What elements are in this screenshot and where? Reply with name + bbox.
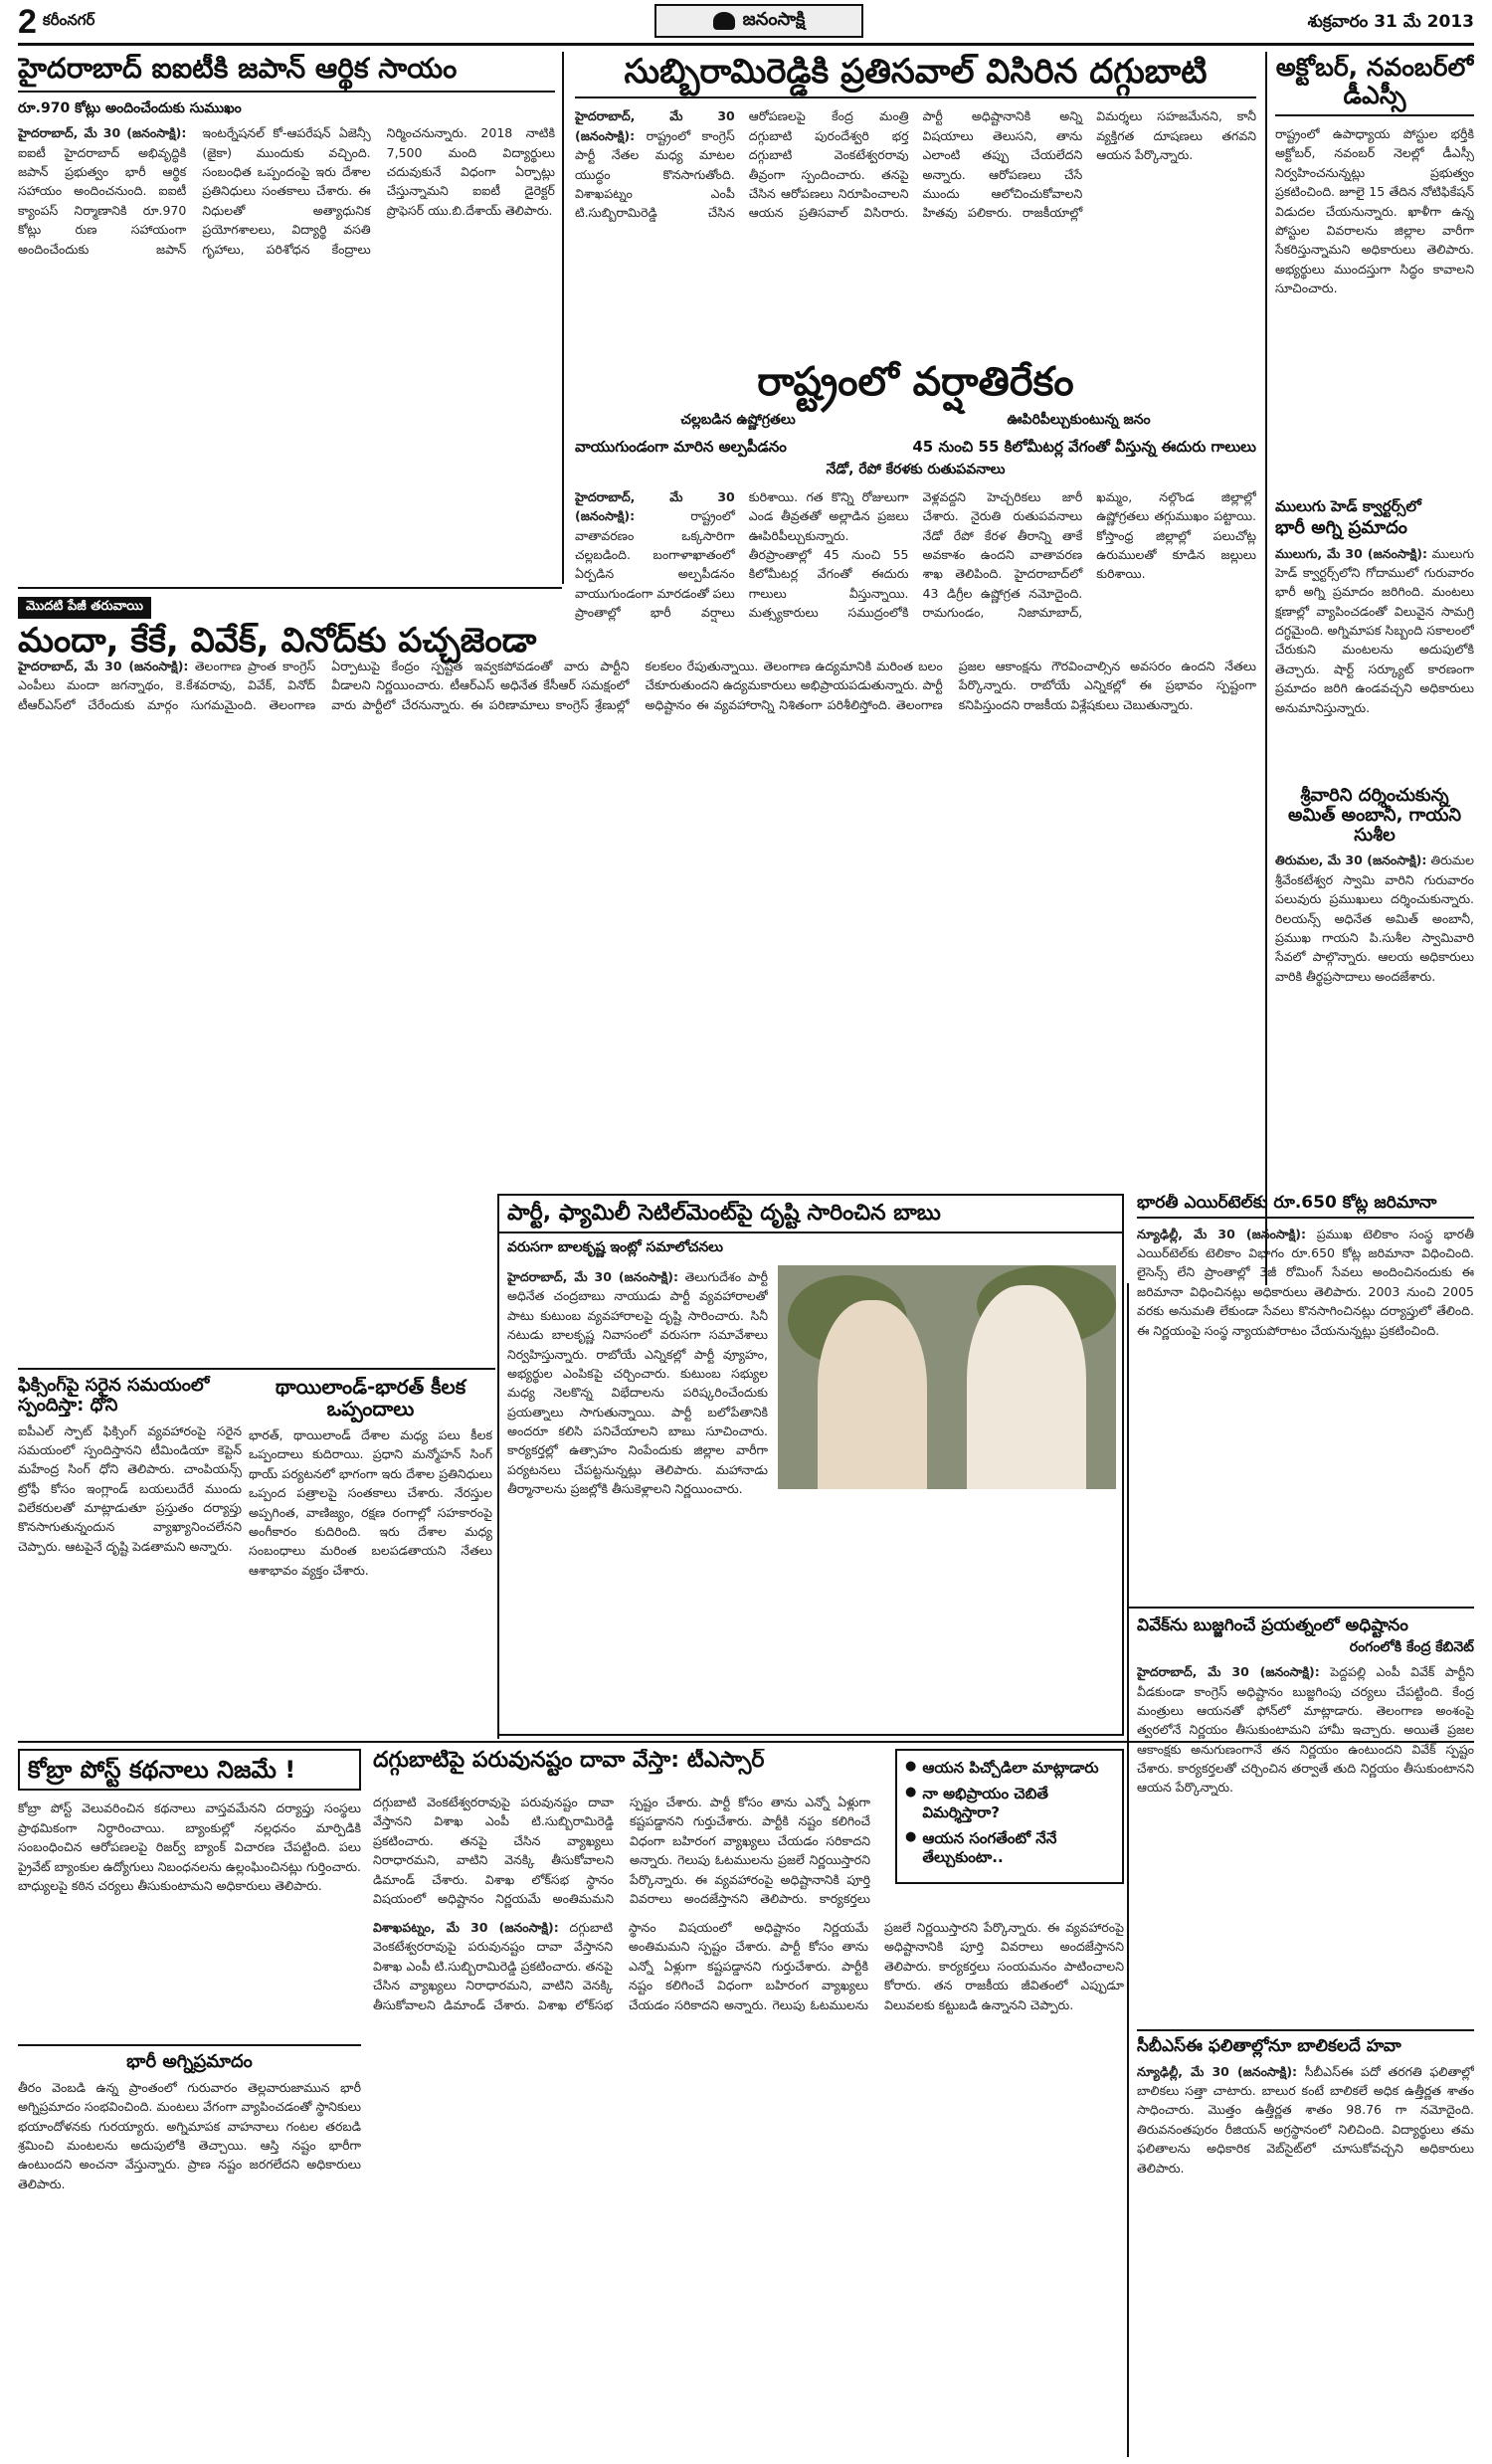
article-text: ఐఐటీ హైదరాబాద్ అభివృద్ధికి జపాన్ ప్రభుత్వం భారీ ఆర్థిక సహాయం అందించనుంది. ఐఐటీ క్యాంపస్ నిర్మాణానికి రూ.970 కోట్లు రుణ సహాయంగా అందించేందుకు జపాన్ ఇంటర్నేషనల్ కో-ఆపరేషన్ ఏజెన్సీ (జైకా) ముందుకు వచ్చింది. సంబంధిత ఒప్పందంపై ఇరు దేశాల ప్రతినిధులు సంతకాలు చేశారు. ఈ నిధులతో అత్యాధునిక ప్రయోగశాలలు, విద్యార్థి వసతి గృహాలు, పరిశోధన కేంద్రాలు నిర్మించనున్నారు. 2018 నాటికి 7,500 మంది విద్యార్థులు చదువుకునే విధంగా ఏర్పాట్లు చేస్తున్నామని ఐఐటీ డైరెక్టర్ ప్రొఫెసర్ యు.బి.దేశాయ్ తెలిపారు. <box>18 125 555 257</box>
deck2-left: వాయుగుండంగా మారిన అల్పపీడనం <box>575 437 787 456</box>
dateline: హైదరాబాద్, మే 30 (జనంసాక్షి): <box>507 1269 678 1284</box>
deck-row <box>575 412 1256 430</box>
story-cbse <box>1137 2029 1474 2452</box>
headline: కోబ్రా పోస్ట్ కథనాలు నిజమే ! <box>18 1749 361 1791</box>
dateline: హైదరాబాద్, మే 30 (జనంసాక్షి): <box>1137 1664 1320 1680</box>
story-japan-aid <box>18 54 555 581</box>
pullquote-item: ● ఆయన సంగతేంటో నేనే తేల్చుకుంటా.. <box>905 1828 1057 1866</box>
page-number: 2 <box>18 2 37 41</box>
article-text: కోబ్రా పోస్ట్ వెలువరించిన కథనాలు వాస్తవమేనని దర్యాప్తు సంస్థలు ప్రాథమికంగా నిర్ధారించాయి. బ్యాంకుల్లో నల్లధనం మార్పిడికి సంబంధించిన ఆరోపణలపై రిజర్వ్ బ్యాంక్ విచారణ చేపట్టింది. పలు ప్రైవేట్ బ్యాంకుల ఉద్యోగులు నిబంధనలను ఉల్లంఘించినట్లు గుర్తించారు. బాధ్యులపై కఠిన చర్యలు తీసుకుంటామని అధికారులు తెలిపారు. <box>18 1801 361 1893</box>
dateline: ములుగు, మే 30 (జనంసాక్షి): <box>1275 545 1427 561</box>
paper-name: జనంసాక్షి <box>742 8 806 30</box>
article-body <box>18 657 1256 716</box>
article-body <box>18 1799 361 1895</box>
story-subbirami <box>575 54 1256 352</box>
article-intro <box>373 1793 870 1912</box>
dateline: హైదరాబాద్, మే 30 (జనంసాక్షి): <box>18 659 189 673</box>
story-babu <box>497 1194 1124 1736</box>
article-body <box>18 1422 242 1557</box>
deck2-right: 45 నుంచి 55 కిలోమీటర్ల వేగంతో వీస్తున్న ఈదురు గాలులు <box>912 437 1256 456</box>
bullet-icon: ● <box>905 1828 917 1844</box>
dateline: న్యూఢిల్లీ, మే 30 (జనంసాక్షి): <box>1137 2063 1298 2079</box>
headline: సీబీఎస్‌ఈ ఫలితాల్లోనూ బాలికలదే హవా <box>1137 2029 1474 2056</box>
headline: పార్టీ, ఫ్యామిలీ సెటిల్‌మెంట్‌పై దృష్టి సారించిన బాబు <box>499 1196 1122 1233</box>
headline: థాయిలాండ్-భారత్ కీలక ఒప్పందాలు <box>275 1376 466 1421</box>
headline: హైదరాబాద్ ఐఐటీకి జపాన్ ఆర్థిక సాయం <box>18 54 555 93</box>
pullquote-item: ● నా అభిప్రాయం చెబితే విమర్శిస్తారా? <box>905 1784 1048 1821</box>
article-text: ఐపీఎల్ స్పాట్ ఫిక్సింగ్ వ్యవహారంపై సరైన సమయంలో స్పందిస్తానని టీమిండియా కెప్టెన్ మహేంద్ర సింగ్ ధోని తెలిపారు. చాంపియన్స్ ట్రోఫీ కోసం ఇంగ్లాండ్ బయలుదేరే ముందు విలేకరులతో మాట్లాడుతూ ప్రస్తుతం దర్యాప్తు కొనసాగుతున్నందున వ్యాఖ్యానించలేనని చెప్పారు. ఆటపైనే దృష్టి పెడతామని అన్నారు. <box>18 1422 242 1554</box>
dateline: విశాఖపట్నం, మే 30 (జనంసాక్షి): <box>373 1920 559 1935</box>
dateline: తిరుమల, మే 30 (జనంసాక్షి): <box>1275 853 1427 868</box>
article-body <box>1137 1225 1474 1340</box>
article-body <box>1137 2062 1474 2178</box>
article-body <box>1275 124 1474 297</box>
headline: భారతీ ఎయిర్‌టెల్‌కు రూ.650 కోట్ల జరిమానా <box>1137 1194 1474 1219</box>
story-fire <box>18 2044 361 2452</box>
article-text: రాష్ట్రంలో కాంగ్రెస్ పార్టీ నేతల మధ్య మాటల యుద్ధం కొనసాగుతోంది. విశాఖపట్నం ఎంపీ టి.సుబ్బిరామిరెడ్డి చేసిన ఆరోపణలపై కేంద్ర మంత్రి దగ్గుబాటి పురందేశ్వరి భర్త దగ్గుబాటి వెంకటేశ్వరరావు తీవ్రంగా స్పందించారు. తనపై చేసిన ఆరోపణలు నిరూపించాలని ఆయన ప్రతిసవాల్ విసిరారు. పార్టీ అధిష్టానానికి అన్ని విషయాలు తెలుసని, తాను ఎలాంటి తప్పు చేయలేదని అన్నారు. ఆరోపణలు చేసే ముందు ఆలోచించుకోవాలని హితవు పలికారు. రాజకీయాల్లో విమర్శలు సహజమేనని, కానీ వ్యక్తిగత దూషణలు తగవని ఆయన పేర్కొన్నారు. <box>575 108 1256 221</box>
pullquote-item: ● ఆయన పిచ్చోడిలా మాట్లాడారు <box>905 1759 1099 1777</box>
story-dsc <box>1275 54 1474 491</box>
column-divider <box>562 52 564 584</box>
dateline: హైదరాబాద్, మే 30 (జనంసాక్షి): <box>575 108 735 143</box>
logo-pot-icon <box>713 12 735 30</box>
headline: శ్రీవారిని దర్శించుకున్న అమిత్ అంబానీ, గాయని సుశీల <box>1287 786 1462 846</box>
article-text: ప్రముఖ టెలికాం సంస్థ భారతీ ఎయిర్‌టెల్‌కు టెలికాం విభాగం రూ.650 కోట్ల జరిమానా విధించింది. లైసెన్స్ లేని ప్రాంతాల్లో 3జీ రోమింగ్ సేవలు అందించినందుకు ఈ జరిమానా విధించినట్లు అధికారులు తెలిపారు. 2003 నుంచి 2005 వరకు అనుమతి లేకుండా సేవలు కొనసాగించినట్లు దర్యాప్తులో తేలింది. ఈ నిర్ణయంపై సంస్థ న్యాయపోరాటం చేయనున్నట్లు ప్రకటించింది. <box>1137 1226 1474 1338</box>
deck-row-2 <box>575 438 1256 457</box>
article-body <box>249 1425 492 1580</box>
article-body <box>1275 544 1474 717</box>
article-body <box>18 2078 361 2193</box>
section-divider <box>18 587 562 589</box>
headline: సుబ్బిరామిరెడ్డికి ప్రతిసవాల్ విసిరిన దగ్గుబాటి <box>575 54 1256 98</box>
article-text: తీరం వెంబడి ఉన్న ప్రాంతంలో గురువారం తెల్లవారుజామున భారీ అగ్నిప్రమాదం సంభవించింది. మంటలు వేగంగా వ్యాపించడంతో స్థానికులు భయాందోళనకు గురయ్యారు. అగ్నిమాపక వాహనాలు గంటల తరబడి శ్రమించి మంటలను అదుపులోకి తెచ్చాయి. ఆస్తి నష్టం భారీగా ఉంటుందని అంచనా వేస్తున్నారు. ప్రాణ నష్టం జరగలేదని అధికారులు తెలిపారు. <box>18 2079 361 2191</box>
subheadline: రంగంలోకి కేంద్ర కేబినెట్ <box>1349 1638 1474 1655</box>
headline: వివేక్‌ను బుజ్జగించే ప్రయత్నంలో అధిష్టానం <box>1137 1616 1408 1635</box>
bullet-icon: ● <box>905 1784 917 1800</box>
deck-left: చల్లబడిన ఉష్ణోగ్రతలు <box>680 412 796 428</box>
headline: అక్టోబర్, నవంబర్‌లో డీఎస్సీ <box>1275 54 1474 116</box>
article-text: సీబీఎస్‌ఈ పదో తరగతి ఫలితాల్లో బాలికలు సత్తా చాటారు. బాలుర కంటే బాలికలే అధిక ఉత్తీర్ణత శాతం సాధించారు. మొత్తం ఉత్తీర్ణత శాతం 98.76 గా నమోదైంది. తిరువనంతపురం రీజియన్ అగ్రస్థానంలో నిలిచింది. విద్యార్థులు తమ ఫలితాలను అధికారిక వెబ్‌సైట్‌లో చూసుకోవచ్చని అధికారులు తెలిపారు. <box>1137 2063 1474 2176</box>
edition-label: కరీంనగర్ <box>42 10 95 29</box>
article-body <box>18 123 555 259</box>
article-text: దగ్గుబాటి వెంకటేశ్వరరావుపై పరువునష్టం దావా వేస్తానని విశాఖ ఎంపీ టి.సుబ్బిరామిరెడ్డి ప్రకటించారు. తనపై చేసిన వ్యాఖ్యలు నిరాధారమని, వాటిని వెనక్కి తీసుకోవాలని డిమాండ్ చేశారు. విశాఖ లోక్‌సభ స్థానం విషయంలో అధిష్టానం నిర్ణయమే అంతిమమని స్పష్టం చేశారు. పార్టీ కోసం తాను ఎన్నో ఏళ్లుగా కష్టపడ్డానని గుర్తుచేశారు. పార్టీకి నష్టం కలిగించే విధంగా బహిరంగ వ్యాఖ్యలు చేయడం సరికాదని అన్నారు. గెలుపు ఓటములను ప్రజలే నిర్ణయిస్తారని పేర్కొన్నారు. ఈ వ్యవహారంపై అధిష్టానానికి పూర్తి వివరాలు అందజేస్తానని తెలిపారు. కార్యకర్తలు సంయమనం పాటించాలని కోరారు. తన రాజకీయ జీవితంలో ఎప్పుడూ విలువలకు కట్టుబడి ఉన్నానని చెప్పారు. <box>373 1920 1124 2012</box>
story-trs-defamation <box>373 1749 1124 2450</box>
dateline: న్యూఢిల్లీ, మే 30 (జనంసాక్షి): <box>1137 1226 1306 1241</box>
column-divider <box>1265 52 1267 1285</box>
story-thailand <box>249 1376 492 1734</box>
subheadline: రూ.970 కోట్లు అందించేందుకు సుముఖం <box>18 99 242 116</box>
news-photo <box>778 1265 1116 1489</box>
story-dhoni <box>18 1376 242 1734</box>
article-text: రాష్ట్రంలో ఉపాధ్యాయ పోస్టుల భర్తీకి అక్టోబర్, నవంబర్ నెలల్లో డీఎస్సీ నిర్వహించనున్నట్లు ప్రభుత్వం ప్రకటించింది. జూలై 15 తేదిన నోటిఫికేషన్ విడుదల చేయనున్నారు. ఖాళీగా ఉన్న పోస్టుల వివరాలను జిల్లాల వారీగా సేకరిస్తున్నామని అధికారులు తెలిపారు. అభ్యర్థులు ముందస్తుగా సిద్ధం కావాలని సూచించారు. <box>1275 126 1474 295</box>
story-airtel <box>1137 1194 1474 1602</box>
kicker: మొదటి పేజీ తరువాయి <box>18 597 151 619</box>
headline: ఫిక్సింగ్‌పై సరైన సమయంలో స్పందిస్తా: ధోని <box>18 1376 210 1416</box>
article-text: దగ్గుబాటి వెంకటేశ్వరరావుపై పరువునష్టం దావా వేస్తానని విశాఖ ఎంపీ టి.సుబ్బిరామిరెడ్డి ప్రకటించారు. తనపై చేసిన వ్యాఖ్యలు నిరాధారమని, వాటిని వెనక్కి తీసుకోవాలని డిమాండ్ చేశారు. విశాఖ లోక్‌సభ స్థానం విషయంలో అధిష్టానం నిర్ణయమే అంతిమమని స్పష్టం చేశారు. పార్టీ కోసం తాను ఎన్నో ఏళ్లుగా కష్టపడ్డానని గుర్తుచేశారు. పార్టీకి నష్టం కలిగించే విధంగా బహిరంగ వ్యాఖ్యలు చేయడం సరికాదని అన్నారు. గెలుపు ఓటములను ప్రజలే నిర్ణయిస్తారని పేర్కొన్నారు. ఈ వ్యవహారంపై అధిష్టానానికి పూర్తి వివరాలు అందజేస్తానని తెలిపారు. కార్యకర్తలు <box>373 1795 870 1906</box>
issue-date: శుక్రవారం 31 మే 2013 <box>1307 12 1474 32</box>
article-body <box>575 106 1256 222</box>
masthead <box>18 0 1474 46</box>
headline: రాష్ట్రంలో వర్షాతిరేకం <box>757 360 1074 405</box>
article-text: తిరుమల శ్రీవేంకటేశ్వర స్వామి వారిని గురువారం పలువురు ప్రముఖులు దర్శించుకున్నారు. రిలయన్స్ అధినేత అమిత్ అంబానీ, ప్రముఖ గాయని పి.సుశీల స్వామివారి సేవలో పాల్గొన్నారు. ఆలయ అధికారులు వారికి తీర్థప్రసాదాలు అందజేశారు. <box>1275 853 1474 984</box>
story-mulugu-fire <box>1275 497 1474 776</box>
headline: భారీ అగ్నిప్రమాదం <box>18 2044 361 2072</box>
article-text: తెలుగుదేశం పార్టీ అధినేత చంద్రబాబు నాయుడు పార్టీ వ్యవహారాలతో పాటు కుటుంబ వ్యవహారాలపై దృష్టి సారించారు. సినీ నటుడు బాలకృష్ణ నివాసంలో వరుసగా సమావేశాలు నిర్వహిస్తున్నారు. రాబోయే ఎన్నికల్లో పార్టీ వ్యూహం, అభ్యర్థుల ఎంపికపై చర్చించారు. కుటుంబ సభ్యుల మధ్య నెలకొన్న విభేదాలను పరిష్కరించేందుకు ప్రయత్నాలు సాగుతున్నాయి. పార్టీ బలోపేతానికి అందరూ కలిసి పనిచేయాలని బాబు సూచించారు. కార్యకర్తల్లో ఉత్సాహం నింపేందుకు జిల్లాల వారీగా పర్యటనలు చేపట్టనున్నట్లు తెలిపారు. మహానాడు తీర్మానాలను ప్రజల్లోకి తీసుకెళ్లాలని నిర్ణయించారు. <box>507 1269 768 1497</box>
section-divider <box>18 1368 495 1370</box>
section-divider <box>1127 1607 1474 1609</box>
article-body <box>507 1267 768 1725</box>
story-cobra <box>18 1749 361 2037</box>
dateline: హైదరాబాద్, మే 30 (జనంసాక్షి): <box>575 488 735 524</box>
article-text: పెద్దపల్లి ఎంపీ వివేక్ పార్టీని వీడకుండా కాంగ్రెస్ అధిష్టానం బుజ్జగింపు చర్యలు చేపట్టింది. కేంద్ర మంత్రులు ఆయనతో ఫోన్‌లో మాట్లాడారు. తెలంగాణ అంశంపై త్వరలోనే నిర్ణయం తీసుకుంటామని హామీ ఇచ్చారు. అయితే ప్రజల ఆకాంక్షకు అనుగుణంగానే తన నిర్ణయం ఉంటుందని వివేక్ స్పష్టం చేశారు. కార్యకర్తలతో చర్చించిన తర్వాతే తుది నిర్ణయం తీసుకుంటానని ఆయన పేర్కొన్నారు. <box>1137 1664 1474 1796</box>
article-body <box>1137 1662 1474 1798</box>
article-text: భారత్, థాయిలాండ్ దేశాల మధ్య పలు కీలక ఒప్పందాలు కుదిరాయి. ప్రధాని మన్మోహన్ సింగ్ థాయ్ పర్యటనలో భాగంగా ఇరు దేశాల ప్రతినిధులు ఒప్పంద పత్రాలపై సంతకాలు చేశారు. నేరస్తుల అప్పగింత, వాణిజ్యం, రక్షణ రంగాల్లో సహకారంపై అంగీకారం కుదిరింది. ఇరు దేశాల మధ్య సంబంధాలు మరింత బలపడతాయని నేతలు ఆశాభావం వ్యక్తం చేశారు. <box>249 1427 492 1578</box>
article-text: రాష్ట్రంలో వాతావరణం ఒక్కసారిగా చల్లబడింది. బంగాళాఖాతంలో ఏర్పడిన అల్పపీడనం వాయుగుండంగా మారడంతో పలు ప్రాంతాల్లో భారీ వర్షాలు కురిశాయి. గత కొన్ని రోజులుగా ఎండ తీవ్రతతో అల్లాడిన ప్రజలు ఊపిరిపీల్చుకున్నారు. తీరప్రాంతాల్లో 45 నుంచి 55 కిలోమీటర్ల వేగంతో ఈదురు గాలులు వీస్తున్నాయి. మత్స్యకారులు సముద్రంలోకి వెళ్లవద్దని హెచ్చరికలు జారీ చేశారు. నైరుతి రుతుపవనాలు నేడో రేపో కేరళ తీరాన్ని తాకే అవకాశం ఉందని వాతావరణ శాఖ తెలిపింది. హైదరాబాద్‌లో 43 డిగ్రీల ఉష్ణోగ్రత నమోదైంది. రామగుండం, నిజామాబాద్, ఖమ్మం, నల్గొండ జిల్లాల్లో ఉష్ణోగ్రతలు తగ్గుముఖం పట్టాయి. కోస్తాంధ్ర జిల్లాల్లో పలుచోట్ల ఉరుములతో కూడిన జల్లులు కురిశాయి. <box>575 488 1256 620</box>
paper-logo <box>654 4 863 38</box>
article-body <box>373 1918 1124 2016</box>
headline: దగ్గుబాటిపై పరువునష్టం దావా వేస్తా: టీఎస్సార్ <box>373 1749 765 1773</box>
headline: భారీ అగ్ని ప్రమాదం <box>1275 516 1407 538</box>
dateline: హైదరాబాద్, మే 30 (జనంసాక్షి): <box>18 125 187 141</box>
article-text: ములుగు హెడ్ క్వార్టర్స్‌లోని గోదాములో గురువారం భారీ అగ్ని ప్రమాదం జరిగింది. మంటలు క్షణాల్లో వ్యాపించడంతో విలువైన సామగ్రి దగ్ధమైంది. అగ్నిమాపక సిబ్బంది సకాలంలో చేరుకుని మంటలను అదుపులోకి తెచ్చారు. షార్ట్ సర్క్యూట్ కారణంగా ప్రమాదం జరిగి ఉండవచ్చని అధికారులు అనుమానిస్తున్నారు. <box>1275 545 1474 715</box>
story-vivek <box>1137 1616 1474 2014</box>
column-divider <box>1127 1283 1129 2457</box>
deck3: నేడో, రేపో కేరళకు రుతుపవనాలు <box>826 462 1006 478</box>
pullquote-box <box>895 1749 1124 1884</box>
subheadline: వరుసగా బాలకృష్ణ ఇంట్లో సమాలోచనలు <box>507 1239 723 1256</box>
article-body <box>1275 851 1474 986</box>
article-text: తెలంగాణ ప్రాంత కాంగ్రెస్ ఎంపీలు మందా జగన్నాథం, కె.కేశవరావు, వివేక్, వినోద్ టీఆర్ఎస్‌లో చేరేందుకు మార్గం సుగమమైంది. తెలంగాణ ఏర్పాటుపై కేంద్రం స్పష్టత ఇవ్వకపోవడంతో వారు పార్టీని వీడాలని నిర్ణయించారు. టీఆర్ఎస్ అధినేత కేసీఆర్ సమక్షంలో వారు పార్టీలో చేరనున్నారు. ఈ పరిణామాలు కాంగ్రెస్ శ్రేణుల్లో కలకలం రేపుతున్నాయి. తెలంగాణ ఉద్యమానికి మరింత బలం చేకూరుతుందని ఉద్యమకారులు అభిప్రాయపడుతున్నారు. పార్టీ అధిష్టానం ఈ వ్యవహారాన్ని నిశితంగా పరిశీలిస్తోంది. తెలంగాణ ప్రజల ఆకాంక్షను గౌరవించాల్సిన అవసరం ఉందని నేతలు పేర్కొన్నారు. రాబోయే ఎన్నికల్లో ఈ ప్రభావం స్పష్టంగా కనిపిస్తుందని రాజకీయ విశ్లేషకులు చెబుతున్నారు. <box>18 659 1256 712</box>
deck-right: ఊపిరిపీల్చుకుంటున్న జనం <box>1007 412 1151 428</box>
headline: మందా, కేకే, వివేక్, వినోద్‌కు పచ్చజెండా <box>18 621 537 661</box>
bullet-icon: ● <box>905 1759 917 1774</box>
kicker: ములుగు హెడ్ క్వార్టర్స్‌లో <box>1275 497 1421 515</box>
